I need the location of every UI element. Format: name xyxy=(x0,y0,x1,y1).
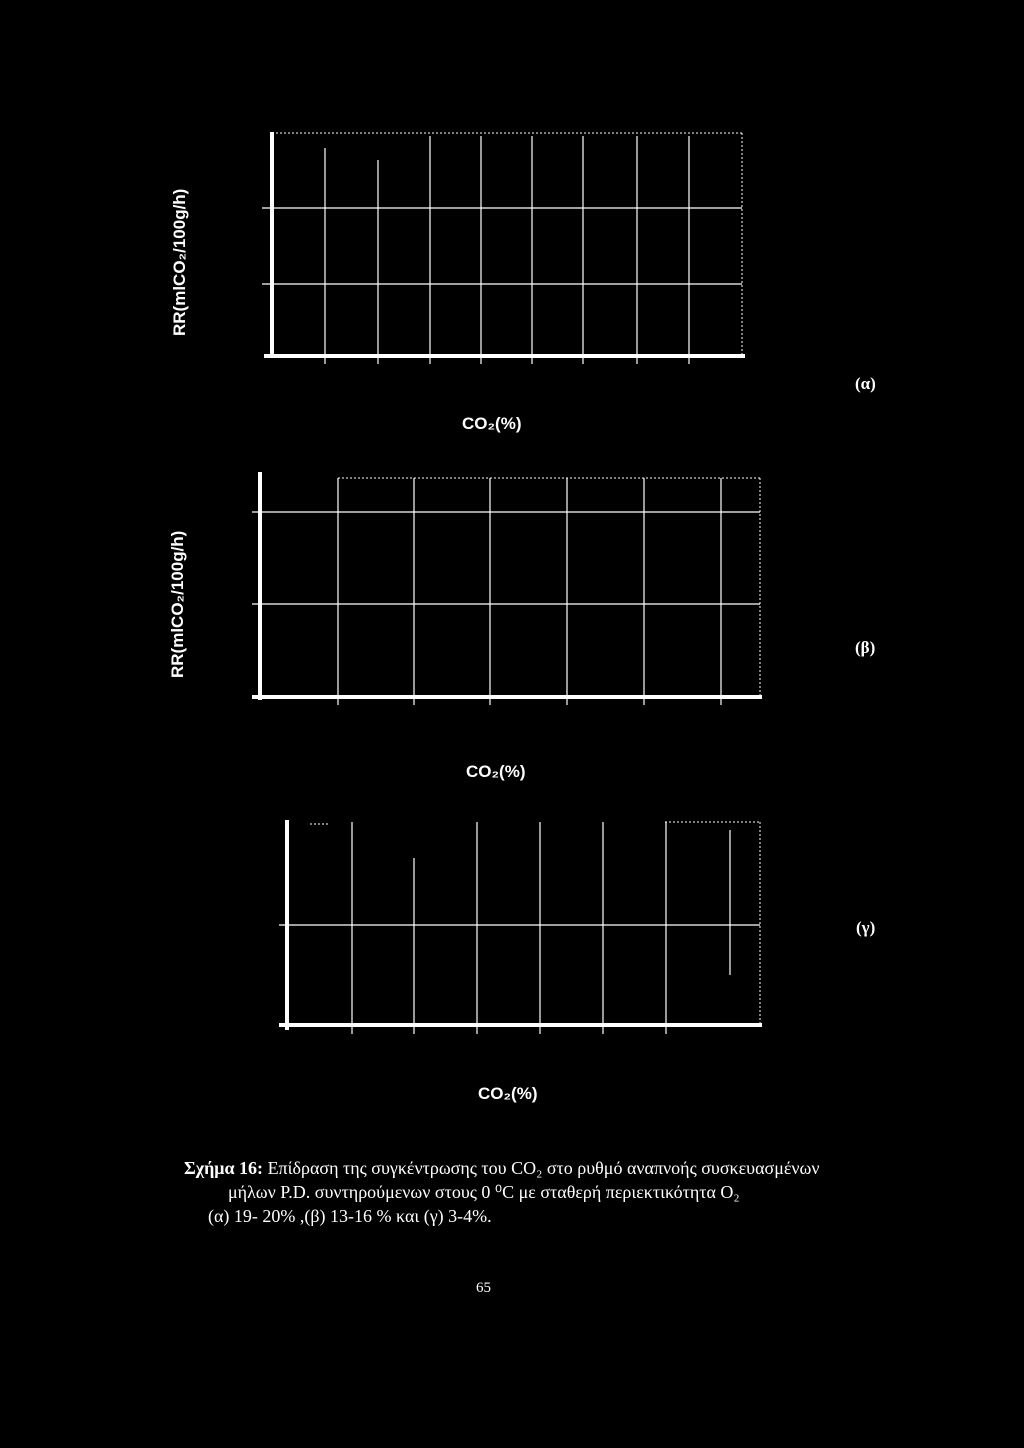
figure-caption xyxy=(184,1156,884,1228)
caption-text-1: Επίδραση της συγκέντρωσης του CO₂ στο ρυθμό αναπνοής συσκευασμένων xyxy=(267,1158,820,1178)
panel-b-plot xyxy=(252,472,762,705)
page-number: 65 xyxy=(476,1280,491,1296)
panel-a-tag: (α) xyxy=(855,374,876,393)
panel-b-xlabel: CO₂(%) xyxy=(466,762,526,781)
caption-lead: Σχήμα 16: xyxy=(184,1158,264,1178)
panel-c-gridlines-v xyxy=(352,822,730,1034)
panel-b-ylabel: RR(mlCO₂/100g/h) xyxy=(168,530,187,678)
panel-c-plot xyxy=(279,820,762,1034)
panel-c-xlabel: CO₂(%) xyxy=(478,1084,538,1103)
panel-b-tag: (β) xyxy=(855,638,876,657)
caption-line-1 xyxy=(184,1156,884,1180)
panel-a-plot xyxy=(262,132,745,364)
panel-c-tag: (γ) xyxy=(856,918,876,937)
caption-line-2: μήλων P.D. συντηρούμενων στους 0 ⁰C με σταθερή περιεκτικότητα O₂ xyxy=(228,1182,740,1202)
panel-a-ylabel: RR(mlCO₂/100g/h) xyxy=(170,188,189,336)
panel-a-gridlines-v xyxy=(325,136,689,364)
panel-a-xlabel: CO₂(%) xyxy=(462,414,522,433)
caption-line-3: (α) 19- 20% ,(β) 13-16 % και (γ) 3-4%. xyxy=(208,1206,492,1226)
